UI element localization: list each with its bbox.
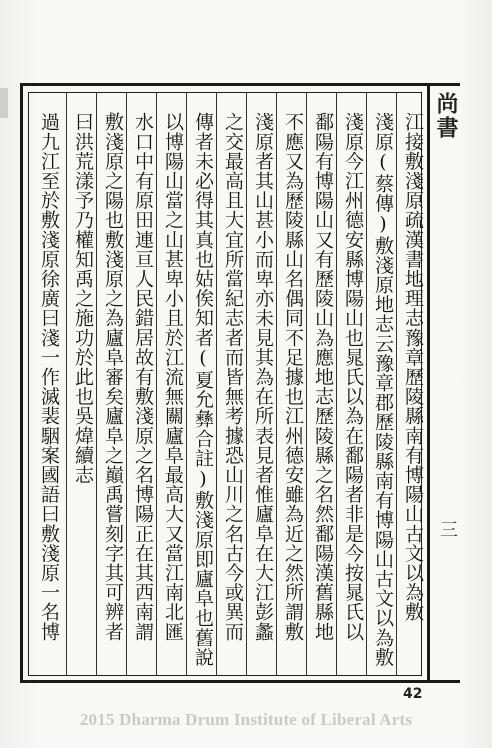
margin-blade-number: 三 [437, 520, 458, 538]
text-column-5: 不應又為歷陵縣山名偶同不足據也江州德安雖為近之然所謂敷 [282, 112, 304, 642]
column-rule [396, 92, 397, 676]
text-column-7: 之交最高且大宜所當紀志者而皆無考據恐山川之名古今或異而 [222, 112, 244, 642]
column-rule [216, 92, 217, 676]
column-rule [336, 92, 337, 676]
text-column-2: 淺原(蔡傳)敷淺原地志云豫章郡歷陵縣南有博陽山古文以為敷 [372, 112, 394, 667]
text-column-9: 以博陽山當之山甚卑小且於江流無關廬阜最高大又當江南北匯 [162, 112, 184, 642]
column-rule [366, 92, 367, 676]
text-column-3: 淺原今江州德安縣博陽山也晁氏以為在鄱陽者非是今按晁氏以 [342, 112, 364, 642]
column-rule [156, 92, 157, 676]
margin-blade-title: 尚書 [433, 92, 459, 140]
column-rule [66, 92, 67, 676]
column-rule [186, 92, 187, 676]
column-rule [246, 92, 247, 676]
text-column-12: 曰洪荒漾予乃權知禹之施功於此也吳煒續志 [72, 112, 94, 485]
column-rule [126, 92, 127, 676]
column-rule [96, 92, 97, 676]
text-column-8: 傳者未必得其真也姑俟知者(夏允彝合註)敷淺原即廬阜也舊說 [192, 112, 214, 667]
text-column-1: 江接敷淺原疏漢書地理志豫章歷陵縣南有博陽山古文以為敷 [402, 112, 424, 622]
text-column-4: 鄱陽有博陽山又有歷陵山為應地志歷陵縣之名然鄱陽漢舊縣地 [312, 112, 334, 642]
text-column-6: 淺原者其山甚小而卑亦未見其為在所表見者惟廬阜在大江彭蠡 [252, 112, 274, 642]
text-column-13: 過九江至於敷淺原徐廣曰淺一作滅裴駰案國語曰敷淺原一名博 [38, 112, 60, 642]
column-rule [306, 92, 307, 676]
column-rule [276, 92, 277, 676]
text-column-11: 敷淺原之陽也敷淺原之為廬阜審矣廬阜之巔禹嘗刻字其可辨者 [102, 112, 124, 642]
scan-edge-mark [0, 88, 8, 118]
watermark: 2015 Dharma Drum Institute of Liberal Arts [79, 710, 413, 729]
page-number: 42 [403, 686, 423, 702]
margin-blade [430, 83, 460, 683]
text-column-10: 水口中有原田連亘人民錯居故有敷淺原之名博陽正在其西南謂 [132, 112, 154, 642]
